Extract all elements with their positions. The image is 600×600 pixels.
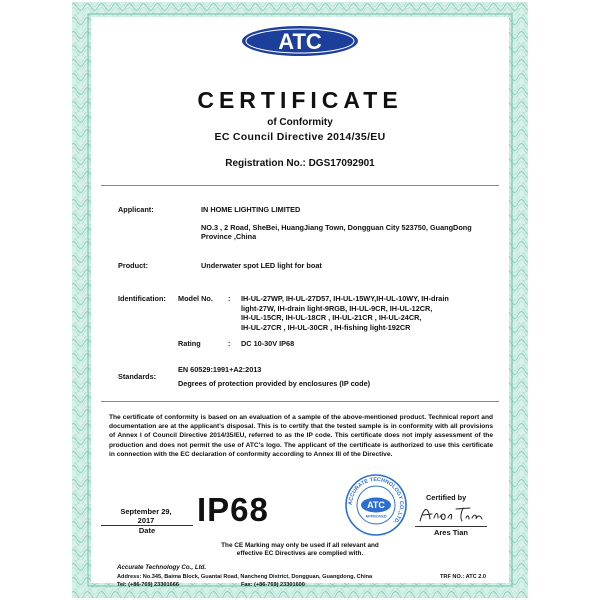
applicant-label: Applicant: [118, 205, 154, 214]
footer-trf: TRF NO.: ATC 2.0 [440, 574, 486, 580]
atc-approval-seal [344, 473, 408, 537]
applicant-address-line1: NO.3 , 2 Road, SheBei, HuangJiang Town, Dongguan City 523750, GuangDong [201, 223, 472, 232]
atc-logo [241, 25, 359, 57]
certified-by-label: Certified by [426, 493, 467, 502]
issue-date-line2: 2017 [137, 516, 155, 525]
certificate-title: CERTIFICATE [197, 87, 403, 113]
model-label: Model No. [178, 294, 213, 303]
model-line-1: IH-UL-27WP, IH-UL-27D57, IH-UL-15WY,IH-UL-10WY, IH-drain [241, 294, 449, 303]
model-colon: : [228, 294, 231, 303]
certificate-sheet [91, 17, 509, 588]
applicant-name: IN HOME LIGHTING LIMITED [201, 205, 301, 214]
model-line-3: IH-UL-15CR, IH-UL-18CR , IH-UL-21CR , IH-UL-24CR, [241, 313, 422, 322]
rating-colon: : [228, 339, 231, 348]
handwritten-signature [416, 501, 488, 525]
signer-name: Ares Tian [433, 528, 469, 537]
divider-bottom [101, 401, 499, 402]
logo-text: ATC [278, 29, 322, 54]
identification-label: Identification: [118, 294, 166, 303]
directive-title: EC Council Directive 2014/35/EU [214, 131, 386, 143]
certificate-subtitle: of Conformity [267, 117, 333, 128]
footer-company: Accurate Technology Co., Ltd. [117, 564, 207, 571]
applicant-address-line2: Province ,China [201, 232, 257, 241]
product-value: Underwater spot LED light for boat [201, 261, 322, 270]
ce-note-line1: The CE Marking may only be used if all relevant and [221, 542, 379, 549]
standards-label: Standards: [118, 372, 157, 381]
rating-label: Rating [178, 339, 201, 348]
model-line-2: light-27W, IH-drain light-9RGB, IH-UL-9CR, IH-UL-12CR, [241, 303, 433, 313]
footer-fax: Fax: (+86-769) 23301600 [241, 582, 305, 588]
footer-address: Address: No.345, Baima Block, Guantai Road, Nancheng District, Dongguan, Guangdong, China [117, 574, 373, 580]
divider-top [101, 185, 499, 186]
product-label: Product: [118, 261, 148, 270]
seal-ring-text: ACCURATE TECHNOLOGY CO.,LTD. [347, 476, 405, 525]
date-label: Date [138, 526, 156, 535]
seal-center-text: ATC [367, 500, 385, 511]
ce-note-line2: effective EC Directives are complied with. [236, 550, 364, 557]
model-line-4: IH-UL-27CR , IH-UL-30CR , IH-fishing light-192CR [241, 322, 411, 332]
ip68-mark: IP68 [197, 491, 269, 528]
standard-number: EN 60529:1991+A2:2013 [178, 365, 262, 374]
standard-description: Degrees of protection provided by enclosures (IP code) [178, 379, 371, 388]
conformity-statement: The certificate of conformity is based on an evaluation of a sample of the above-mentioned product. Technical report and documentation are at the applicant's disposal. This is to certify that the tested sample is in conformity with all provisions of Annex I of Council Directive 2014/35/EU, referred to as the IP code. This certificate does not imply assessment of the production and does not permit the use of ATC's logo. The applicant of the certificate is authorized to use this certificate in connection with the EC declaration of conformity according to Annex III of the Directive. [109, 414, 493, 458]
issue-date [106, 507, 186, 525]
signature-underline [415, 526, 487, 527]
registration-number: Registration No.: DGS17092901 [225, 158, 375, 169]
footer-tel: Tel: (+86-769) 23301666 [117, 582, 179, 588]
seal-sub-text: APPROVED [365, 514, 387, 519]
rating-value: DC 10-30V IP68 [241, 339, 295, 348]
issue-date-line1: September 29, [120, 507, 172, 516]
